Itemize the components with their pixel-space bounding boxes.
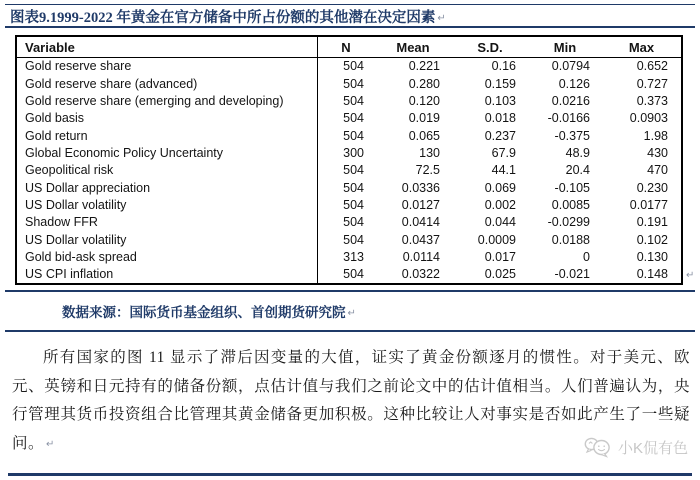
table-row: [17, 214, 681, 231]
cell-sd: 0.002: [484, 198, 516, 212]
cell-sd: 67.9: [491, 146, 516, 160]
cell-max: 0.727: [636, 77, 668, 91]
section-rule: [5, 330, 695, 332]
bottom-rule: [8, 473, 692, 476]
cell-max: 430: [647, 146, 668, 160]
cell-variable: Shadow FFR: [17, 214, 318, 231]
cell-n: 313: [343, 250, 364, 264]
table-row: [17, 231, 681, 248]
cell-min: 0.0085: [551, 198, 590, 212]
cell-variable: US Dollar volatility: [17, 197, 318, 214]
cell-min: -0.375: [554, 129, 590, 143]
cell-min: 48.9: [565, 146, 590, 160]
data-source-text: 数据来源：国际货币基金组织、首创期货研究院: [62, 305, 346, 320]
cell-n: 504: [343, 181, 364, 195]
cell-max: 0.148: [636, 268, 668, 281]
body-paragraph-text: 所有国家的图 11 显示了滞后因变量的大值，证实了黄金份额逐月的惯性。对于美元、欧元、英镑和日元持有的储备份额，点估计值与我们之前论文中的估计值相当。人们普遍认为，央行管理其货币投资组合比管理其黄金储备更加积极。这种比较让人对事实是否如此产生了一些疑问。: [12, 349, 690, 452]
data-source-line: [62, 301, 356, 321]
cell-max: 0.652: [636, 60, 668, 73]
cell-mean: 0.0437: [401, 233, 440, 247]
table-row: [17, 266, 681, 283]
cell-min: 0.0794: [551, 60, 590, 73]
cell-sd: 0.018: [484, 112, 516, 125]
cell-n: 504: [343, 77, 364, 91]
cell-mean: 0.280: [408, 77, 440, 91]
cell-sd: 0.0009: [477, 233, 516, 247]
table-row: [17, 127, 681, 144]
cell-mean: 0.0336: [401, 181, 440, 195]
cell-sd: 0.025: [484, 268, 516, 281]
table-header-row: [17, 37, 681, 58]
cell-variable: Gold basis: [17, 110, 318, 127]
table-row: [17, 248, 681, 265]
cell-sd: 0.237: [484, 129, 516, 143]
cell-variable: Gold reserve share: [17, 58, 318, 75]
cell-n: 504: [343, 60, 364, 73]
cell-variable: Gold return: [17, 127, 318, 144]
paragraph-return-mark: ↵: [437, 13, 446, 24]
cell-sd: 0.159: [484, 77, 516, 91]
cell-sd: 0.069: [484, 181, 516, 195]
cell-sd: 0.103: [484, 95, 516, 108]
wechat-chat-bubbles-icon: [583, 436, 613, 458]
watermark-label: 小K侃有色: [617, 439, 688, 457]
cell-min: 0: [583, 250, 590, 264]
cell-sd: 0.017: [484, 250, 516, 264]
cell-mean: 0.065: [408, 129, 440, 143]
cell-n: 504: [343, 216, 364, 229]
table-body: [17, 58, 681, 283]
col-header-min: Min: [553, 40, 577, 54]
cell-mean: 72.5: [415, 164, 440, 177]
table-row: [17, 197, 681, 214]
cell-sd: 44.1: [491, 164, 516, 177]
cell-n: 504: [343, 233, 364, 247]
table-row: [17, 93, 681, 110]
cell-variable: Gold reserve share (advanced): [17, 75, 318, 92]
col-header-sd: S.D.: [477, 40, 503, 54]
cell-variable: Global Economic Policy Uncertainty: [17, 145, 318, 162]
cell-sd: 0.044: [484, 216, 516, 229]
cell-max: 0.191: [636, 216, 668, 229]
cell-mean: 0.120: [408, 95, 440, 108]
cell-mean: 0.0114: [402, 250, 440, 264]
cell-mean: 130: [419, 146, 440, 160]
cell-n: 504: [343, 268, 364, 281]
cell-max: 0.373: [636, 95, 668, 108]
cell-min: 20.4: [565, 164, 590, 177]
cell-min: -0.0166: [547, 112, 590, 125]
cell-variable: US Dollar appreciation: [17, 179, 318, 196]
section-rule: [5, 290, 695, 292]
cell-max: 0.102: [636, 233, 668, 247]
cell-n: 504: [343, 95, 364, 108]
figure-title: [10, 6, 690, 27]
cell-min: 0.126: [558, 77, 590, 91]
summary-statistics-table: [15, 35, 683, 285]
top-rule: [5, 4, 695, 5]
cell-mean: 0.019: [408, 112, 440, 125]
cell-variable: Geopolitical risk: [17, 162, 318, 179]
table-row: [17, 162, 681, 179]
cell-max: 0.230: [636, 181, 668, 195]
paragraph-return-mark: ↵: [347, 308, 356, 319]
table-row: [17, 145, 681, 162]
cell-variable: US Dollar volatility: [17, 231, 318, 248]
cell-variable: Gold bid-ask spread: [17, 248, 318, 265]
cell-n: 504: [343, 129, 364, 143]
table-row: [17, 75, 681, 92]
cell-max: 0.0177: [629, 198, 668, 212]
figure-title-text: 图表9.1999-2022 年黄金在官方储备中所占份额的其他潜在决定因素: [10, 10, 436, 26]
cell-max: 1.98: [643, 129, 668, 143]
table-row: [17, 58, 681, 75]
cell-min: 0.0216: [551, 95, 590, 108]
cell-variable: US CPI inflation: [17, 266, 318, 283]
cell-sd: 0.16: [491, 60, 516, 73]
col-header-variable: Variable: [17, 37, 318, 57]
cell-max: 0.130: [636, 250, 668, 264]
cell-min: -0.105: [554, 181, 590, 195]
col-header-n: N: [341, 40, 351, 54]
table-row: [17, 179, 681, 196]
cell-max: 0.0903: [629, 112, 668, 125]
cell-mean: 0.221: [408, 60, 440, 73]
cell-mean: 0.0127: [401, 198, 440, 212]
cell-n: 504: [343, 112, 364, 125]
col-header-mean: Mean: [396, 40, 430, 54]
cell-max: 470: [647, 164, 668, 177]
col-header-max: Max: [628, 40, 655, 54]
paragraph-return-mark: ↵: [686, 270, 695, 281]
cell-min: 0.0188: [551, 233, 590, 247]
watermark: [583, 436, 688, 458]
cell-min: -0.0299: [547, 216, 590, 229]
cell-mean: 0.0414: [401, 216, 440, 229]
cell-variable: Gold reserve share (emerging and developing): [17, 93, 318, 110]
cell-mean: 0.0322: [401, 268, 440, 281]
table-row: [17, 110, 681, 127]
paragraph-return-mark: ↵: [46, 438, 55, 450]
cell-n: 504: [343, 164, 364, 177]
cell-min: -0.021: [554, 268, 590, 281]
cell-n: 504: [343, 198, 364, 212]
title-rule: [5, 26, 695, 28]
cell-n: 300: [343, 146, 364, 160]
